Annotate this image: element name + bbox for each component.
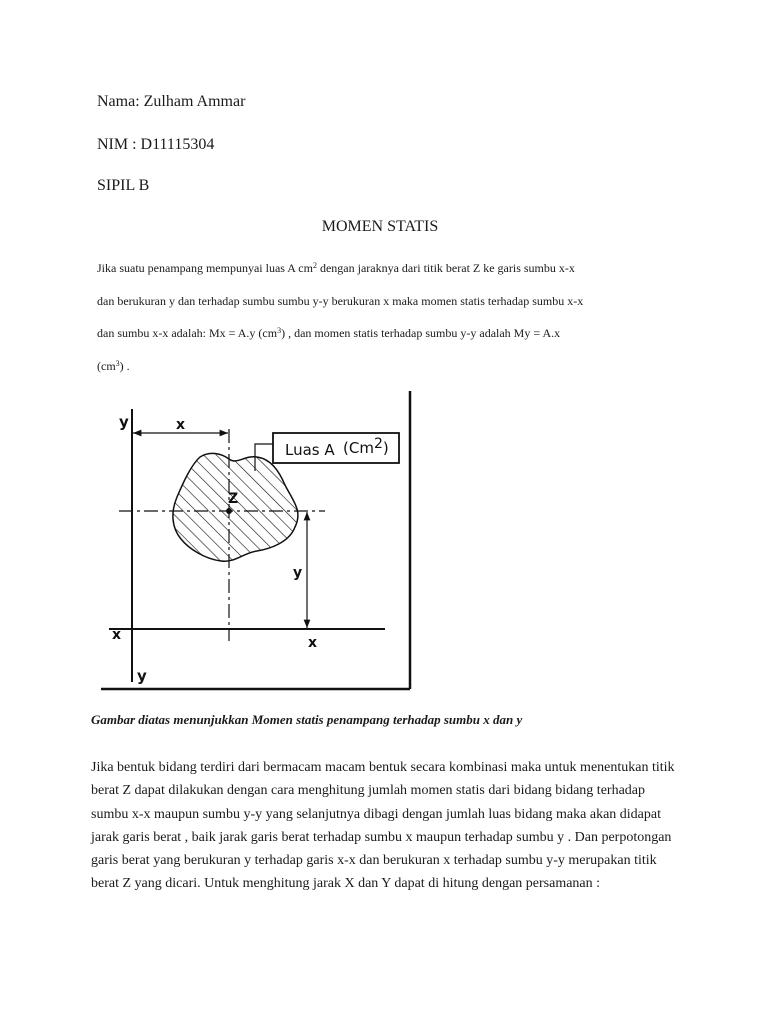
label-x-dimension: x xyxy=(176,417,186,433)
intro-line-4: $(cm^3)$ . xyxy=(97,359,130,373)
label-x-right: x xyxy=(308,635,318,651)
label-luas-a: Luas A xyxy=(285,441,335,459)
student-name: Nama: Zulham Ammar xyxy=(97,93,246,110)
page-title: MOMEN STATIS xyxy=(321,218,439,235)
body-paragraph: Jika bentuk bidang terdiri dari bermacam macam bentuk secara kombinasi maka untuk menentukan titik berat Z dapat dilakukan dengan cara menghitung jumlah momen statis dari bidang bidang terhadap sumbu x-x maupun sumbu y-y yang selanjutnya dibagi dengan jumlah luas bidang maka akan didapat jarak garis berat , baik jarak garis berat terhadap sumbu x maupun terhadap sumbu y . Dan perpotongan garis berat yang berukuran y terhadap garis x-x dan berukuran x terhadap sumbu y-y merupakan titik berat Z yang dicari. Untuk menghitung jarak X dan Y dapat di hitung dengan persamanan : xyxy=(91,760,675,892)
student-nim: NIM : D11115304 xyxy=(97,136,215,153)
hatched-area-shape xyxy=(173,453,298,561)
label-cm-unit: (Cm2) xyxy=(343,436,389,457)
label-z: Z xyxy=(228,491,239,507)
intro-line-1: Jika suatu penampang mempunyai luas A $cm^2$ dengan jaraknya dari titik berat Z ke garis sumbu x-x xyxy=(97,261,575,275)
static-moment-figure xyxy=(97,387,417,695)
label-x-left: x xyxy=(112,627,122,643)
label-y-dimension: y xyxy=(293,565,303,581)
intro-line-2: dan berukuran y dan terhadap sumbu sumbu y-y berukuran x maka momen statis terhadap sumbu x-x xyxy=(97,294,584,308)
intro-line-3: dan sumbu x-x adalah: Mx = A.y $(cm^3)$ , dan momen statis terhadap sumbu y-y adalah My = A.x xyxy=(97,326,561,340)
label-y-bottom: y xyxy=(137,667,147,685)
centroid-point xyxy=(226,508,232,514)
student-class: SIPIL B xyxy=(97,177,150,194)
figure-caption: Gambar diatas menunjukkan Momen statis penampang terhadap sumbu x dan y xyxy=(91,712,523,727)
label-y-top: y xyxy=(119,413,129,431)
